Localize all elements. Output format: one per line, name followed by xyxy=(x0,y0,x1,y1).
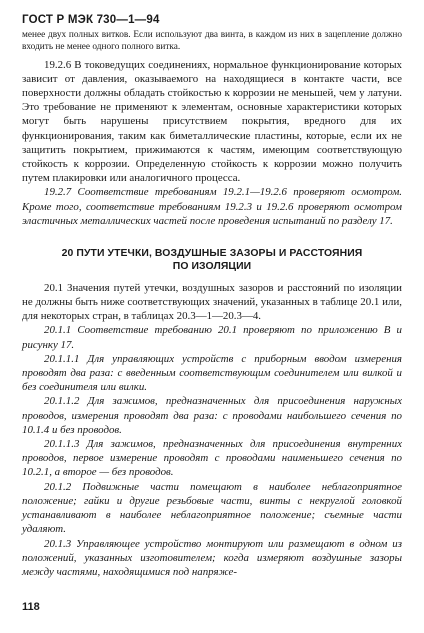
running-header: ГОСТ Р МЭК 730—1—94 xyxy=(22,14,160,26)
paragraph-20-1-3: 20.1.3 Управляющее устройство монтируют или размещают в одном из положений, указанных изготовителем; когда измеряют воздушные зазоры между частями, находящимися под напряже- xyxy=(22,537,402,578)
page-number: 118 xyxy=(22,601,40,613)
paragraph-20-1-1-1: 20.1.1.1 Для управляющих устройств с приборным вводом измерения проводят два раза: с введенным соответствующим соединителем или вилкой и без соединителя или вилки. xyxy=(22,352,402,394)
paragraph-19-2-6: 19.2.6 В токоведущих соединениях, нормальное функционирование которых зависит от давления, оказываемого на находящиеся в контакте части, все поверхности должны обладать стойкостью к коррозии не меньшей, чем у латуни. Это требование не применяют к элементам, основные характеристики которых могут быть нарушены присутствием покрытия, вредного для их функционирования, таким как биметаллические пластины, которые, если их не защитить покрытием, прижимаются к частям, имеющим соответствующую стойкость к коррозии. Определенную стойкость к коррозии можно получить путем плакировки или аналогичного процесса. xyxy=(22,58,402,185)
paragraph-intro: менее двух полных витков. Если используют два винта, в каждом из них в зацепление должно входить не менее одного полного витка. xyxy=(22,30,402,52)
paragraph-20-1: 20.1 Значения путей утечки, воздушных зазоров и расстояний по изоляции не должны быть ниже соответствующих значений, указанных в таблице 20.1 или, для некоторых стран, в таблицах 20.3—1—20.3—4. xyxy=(22,281,402,323)
section-heading-line-1: 20 ПУТИ УТЕЧКИ, ВОЗДУШНЫЕ ЗАЗОРЫ И РАССТОЯНИЯ xyxy=(61,248,363,260)
section-heading-line-2: ПО ИЗОЛЯЦИИ xyxy=(172,261,252,273)
paragraph-20-1-1-2: 20.1.1.2 Для зажимов, предназначенных для присоединения наружных проводов, измерения проводят два раза: с проводами наибольшего сечения по 10.1.4 и без проводов. xyxy=(22,395,402,436)
paragraph-20-1-2: 20.1.2 Подвижные части помещают в наиболее неблагоприятное положение; гайки и другие резьбовые части, винты с некруглой головкой устанавливают в наиболее неблагоприятное положение; съемные части удаляют. xyxy=(22,480,402,536)
section-heading xyxy=(22,247,402,274)
paragraph-20-1-1-3: 20.1.1.3 Для зажимов, предназначенных для присоединения внутренних проводов, первое измерение проводят с проводами наименьшего сечения по 10.2.1, а второе — без проводов. xyxy=(22,438,402,479)
paragraph-19-2-7: 19.2.7 Соответствие требованиям 19.2.1—19.2.6 проверяют осмотром. Кроме того, соответствие требованиям 19.2.3 и 19.2.6 проверяют осмотром эластичных металлических частей после проведения испытаний по разделу 17. xyxy=(22,186,402,227)
paragraph-20-1-1: 20.1.1 Соответствие требованию 20.1 проверяют по приложению В и рисунку 17. xyxy=(22,324,402,351)
